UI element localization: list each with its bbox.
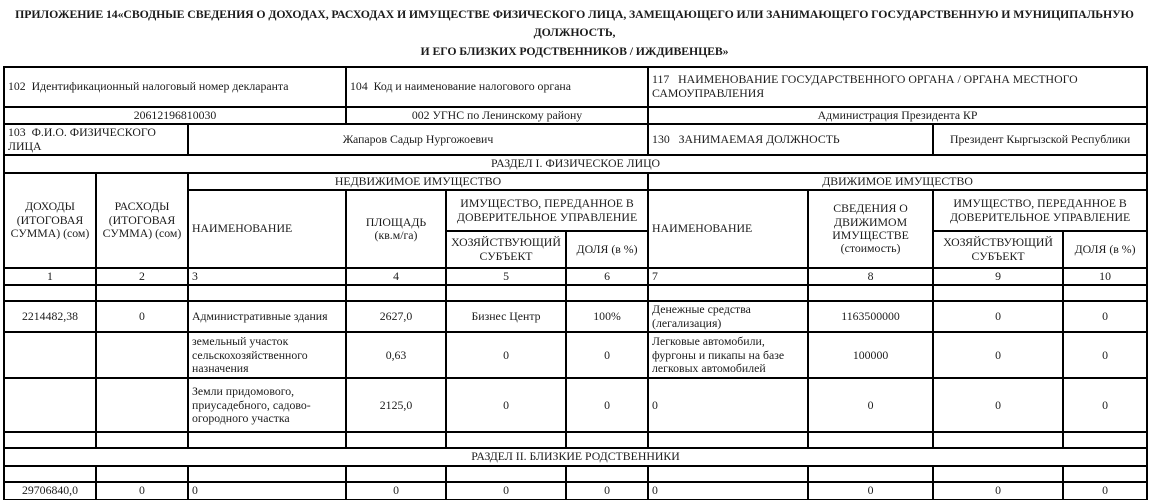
empty-cell: [933, 466, 1063, 482]
document-title-line2: И ЕГО БЛИЗКИХ РОДСТВЕННИКОВ / ИЖДИВЕНЦЕВ»: [420, 43, 729, 58]
data-cell-movable-name: Денежные средства (легализация): [648, 301, 808, 332]
empty-cell: [648, 432, 808, 448]
data-row: [4, 332, 1147, 378]
header-share-immovable: ДОЛЯ (в %): [566, 231, 648, 268]
empty-row: [4, 466, 1147, 482]
data-cell-movable-name: Легковые автомобили, фургоны и пикапы на базе легковых автомобилей: [648, 332, 808, 378]
group-movable: ДВИЖИМОЕ ИМУЩЕСТВО: [648, 173, 1147, 190]
empty-cell: [188, 285, 346, 301]
empty-cell: [566, 285, 648, 301]
data-cell-income: [4, 332, 96, 378]
data-cell-area: 0: [346, 482, 446, 500]
header-movable-name: НАИМЕНОВАНИЕ: [648, 190, 808, 268]
header-trust-immovable: ИМУЩЕСТВО, ПЕРЕДАННОЕ В ДОВЕРИТЕЛЬНОЕ УПРАВЛЕНИЕ: [446, 190, 648, 231]
data-cell-movable-value: 1163500000: [808, 301, 933, 332]
col-number: 8: [808, 268, 933, 285]
position-value: Президент Кыргызской Республики: [933, 124, 1147, 155]
state-org-label: 117 НАИМЕНОВАНИЕ ГОСУДАРСТВЕННОГО ОРГАНА / ОРГАНА МЕСТНОГО САМОУПРАВЛЕНИЯ: [648, 67, 1147, 107]
data-cell-share: 0: [1063, 378, 1147, 432]
data-cell-income: [4, 378, 96, 432]
empty-cell: [188, 466, 346, 482]
col-number: 4: [346, 268, 446, 285]
empty-cell: [566, 432, 648, 448]
header-trust-movable: ИМУЩЕСТВО, ПЕРЕДАННОЕ В ДОВЕРИТЕЛЬНОЕ УПРАВЛЕНИЕ: [933, 190, 1147, 231]
col-number: 10: [1063, 268, 1147, 285]
data-cell-movable-name: 0: [648, 378, 808, 432]
col-number: 5: [446, 268, 566, 285]
data-cell-expense: [96, 332, 188, 378]
document-title-line1: ПРИЛОЖЕНИЕ 14«СВОДНЫЕ СВЕДЕНИЯ О ДОХОДАХ, РАСХОДАХ И ИМУЩЕСТВЕ ФИЗИЧЕСКОГО ЛИЦА, ЗАМЕЩАЮЩЕГО ИЛИ ЗАНИМАЮЩЕГО ГОСУДАРСТВЕННУЮ И МУНИЦИПАЛЬНУЮ ДОЛЖНОСТЬ,: [15, 7, 1134, 40]
empty-cell: [648, 466, 808, 482]
data-cell-share: 0: [566, 378, 648, 432]
empty-cell: [933, 285, 1063, 301]
header-entity-immovable: ХОЗЯЙСТВУЮЩИЙ СУБЪЕКТ: [446, 231, 566, 268]
col-number: 1: [4, 268, 96, 285]
data-cell-area: 0,63: [346, 332, 446, 378]
group-header-row: [4, 173, 1147, 190]
empty-cell: [96, 432, 188, 448]
data-row: [4, 482, 1147, 500]
data-cell-entity: 0: [933, 378, 1063, 432]
header-expense: РАСХОДЫ (ИТОГОВАЯ СУММА) (сом): [96, 173, 188, 268]
data-cell-entity: 0: [933, 332, 1063, 378]
column-number-row: [4, 268, 1147, 285]
empty-cell: [446, 285, 566, 301]
declaration-table: [3, 66, 1148, 500]
empty-cell: [188, 432, 346, 448]
info-value-row: [4, 107, 1147, 124]
empty-cell: [446, 466, 566, 482]
col-number: 6: [566, 268, 648, 285]
data-cell-income: 2214482,38: [4, 301, 96, 332]
empty-cell: [566, 466, 648, 482]
empty-cell: [1063, 432, 1147, 448]
fio-label: 103 Ф.И.О. ФИЗИЧЕСКОГО ЛИЦА: [4, 124, 188, 155]
data-cell-share: 0: [1063, 482, 1147, 500]
header-immovable-name: НАИМЕНОВАНИЕ: [188, 190, 346, 268]
data-cell-entity: Бизнес Центр: [446, 301, 566, 332]
empty-cell: [4, 285, 96, 301]
empty-cell: [808, 466, 933, 482]
header-movable-value: СВЕДЕНИЯ О ДВИЖИМОМ ИМУЩЕСТВЕ (стоимость): [808, 190, 933, 268]
empty-cell: [446, 432, 566, 448]
document-title: [0, 0, 1149, 60]
section2-title-row: [4, 448, 1147, 465]
data-cell-area: 2125,0: [346, 378, 446, 432]
data-cell-name: земельный участок сельскохозяйственного назначения: [188, 332, 346, 378]
col-number: 9: [933, 268, 1063, 285]
data-cell-expense: [96, 378, 188, 432]
section2-title: РАЗДЕЛ II. БЛИЗКИЕ РОДСТВЕННИКИ: [4, 448, 1147, 465]
data-cell-movable-value: 0: [808, 482, 933, 500]
tax-org-value: 002 УГНС по Ленинскому району: [346, 107, 648, 124]
data-cell-entity: 0: [446, 482, 566, 500]
empty-cell: [933, 432, 1063, 448]
empty-row: [4, 432, 1147, 448]
data-cell-area: 2627,0: [346, 301, 446, 332]
data-cell-entity: 0: [933, 301, 1063, 332]
position-label: 130 ЗАНИМАЕМАЯ ДОЛЖНОСТЬ: [648, 124, 933, 155]
fio-value: Жапаров Садыр Нургожоевич: [188, 124, 648, 155]
data-row: [4, 301, 1147, 332]
data-cell-entity: 0: [933, 482, 1063, 500]
empty-cell: [96, 285, 188, 301]
data-cell-name: Административные здания: [188, 301, 346, 332]
data-cell-movable-name: 0: [648, 482, 808, 500]
empty-cell: [96, 466, 188, 482]
empty-cell: [808, 285, 933, 301]
data-cell-share: 0: [1063, 301, 1147, 332]
data-cell-movable-value: 100000: [808, 332, 933, 378]
empty-cell: [346, 466, 446, 482]
data-cell-expense: 0: [96, 301, 188, 332]
data-cell-name: 0: [188, 482, 346, 500]
empty-cell: [648, 285, 808, 301]
group-immovable: НЕДВИЖИМОЕ ИМУЩЕСТВО: [188, 173, 648, 190]
tax-id-label: 102 Идентификационный налоговый номер декларанта: [4, 67, 346, 107]
info-label-row: [4, 67, 1147, 107]
empty-cell: [1063, 285, 1147, 301]
data-cell-share: 0: [1063, 332, 1147, 378]
data-cell-entity: 0: [446, 378, 566, 432]
data-cell-share: 0: [566, 332, 648, 378]
header-income: ДОХОДЫ (ИТОГОВАЯ СУММА) (сом): [4, 173, 96, 268]
empty-cell: [346, 432, 446, 448]
data-cell-entity: 0: [446, 332, 566, 378]
section1-title-row: [4, 155, 1147, 172]
empty-cell: [346, 285, 446, 301]
data-cell-movable-value: 0: [808, 378, 933, 432]
person-row: [4, 124, 1147, 155]
col-number: 7: [648, 268, 808, 285]
empty-cell: [4, 466, 96, 482]
data-cell-expense: 0: [96, 482, 188, 500]
empty-row: [4, 285, 1147, 301]
col-number: 2: [96, 268, 188, 285]
state-org-value: Администрация Президента КР: [648, 107, 1147, 124]
data-cell-share: 0: [566, 482, 648, 500]
section1-title: РАЗДЕЛ I. ФИЗИЧЕСКОЕ ЛИЦО: [4, 155, 1147, 172]
tax-org-label: 104 Код и наименование налогового органа: [346, 67, 648, 107]
data-cell-income: 29706840,0: [4, 482, 96, 500]
header-entity-movable: ХОЗЯЙСТВУЮЩИЙ СУБЪЕКТ: [933, 231, 1063, 268]
data-cell-name: Земли придомового, приусадебного, садово-огородного участка: [188, 378, 346, 432]
empty-cell: [808, 432, 933, 448]
col-number: 3: [188, 268, 346, 285]
header-area: ПЛОЩАДЬ (кв.м/га): [346, 190, 446, 268]
tax-id-value: 20612196810030: [4, 107, 346, 124]
empty-cell: [4, 432, 96, 448]
data-row: [4, 378, 1147, 432]
header-share-movable: ДОЛЯ (в %): [1063, 231, 1147, 268]
data-cell-share: 100%: [566, 301, 648, 332]
empty-cell: [1063, 466, 1147, 482]
